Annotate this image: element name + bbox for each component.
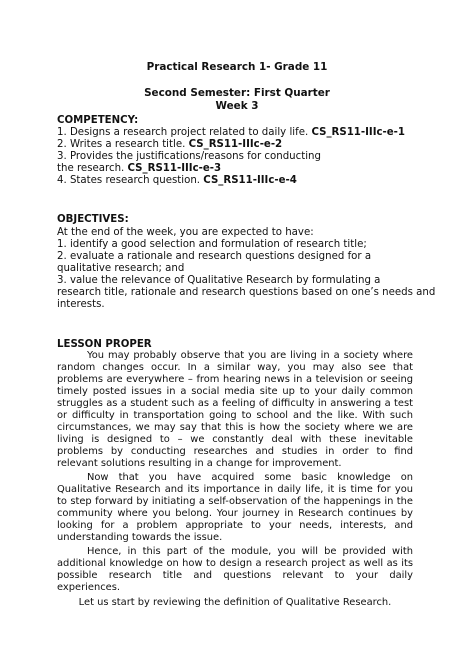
objectives-line: 3. value the relevance of Qualitative Research by formulating a	[57, 275, 381, 286]
lesson-heading: LESSON PROPER	[57, 339, 152, 350]
document-title: Practical Research 1- Grade 11	[146, 61, 328, 73]
competency-code: CS_RS11-IIIc-e-2	[188, 139, 283, 150]
objectives-line: 1. identify a good selection and formulation of research title;	[57, 239, 367, 250]
lesson-paragraph: Hence, in this part of the module, you will be provided with additional knowledge on how to design a research project as well as its possible research title and questions relevant to your daily experiences.	[57, 546, 413, 593]
objectives-line: research title, rationale and research questions based on one’s needs and	[57, 287, 436, 298]
lesson-paragraph: Now that you have acquired some basic knowledge on Qualitative Research and its importance in daily life, it is time for you to step forward by initiating a self-observation of the happenings in the community where you belong. Your journey in Research continues by looking for a problem appropriate to your needs, interests, and understanding towards the issue.	[57, 472, 413, 543]
competency-item: 2. Writes a research title. CS_RS11-IIIc-e-2	[57, 139, 283, 150]
closing-line: Let us start by reviewing the definition of Qualitative Research.	[78, 597, 392, 608]
competency-code: CS_RS11-IIIc-e-1	[311, 127, 405, 138]
semester-label: Second Semester: First Quarter	[144, 87, 330, 99]
competency-item: the research. CS_RS11-IIIc-e-3	[57, 163, 222, 174]
objectives-line: 2. evaluate a rationale and research questions designed for a	[57, 251, 372, 262]
competency-item: 1. Designs a research project related to daily life. CS_RS11-IIIc-e-1	[57, 127, 405, 138]
competency-item: 4. States research question. CS_RS11-IIIc-e-4	[57, 175, 297, 186]
objectives-heading: OBJECTIVES:	[57, 214, 129, 225]
competency-code: CS_RS11-IIIc-e-3	[127, 163, 222, 174]
competency-item: 3. Provides the justifications/reasons for conducting	[57, 151, 321, 162]
competency-heading: COMPETENCY:	[57, 115, 139, 126]
lesson-paragraph: You may probably observe that you are living in a society where random changes occur. In a similar way, you may also see that problems are everywhere – from hearing news in a television or seeing timely posted issues in a social media site up to your daily common struggles as a student such as a feeling of difficulty in answering a test or difficulty in transportation going to school and the like. With such circumstances, we may say that this is how the society where we are living is designed to – we constantly deal with these inevitable problems by conducting researches and studies in order to find relevant solutions resulting in a change for improvement.	[57, 350, 413, 469]
competency-code: CS_RS11-IIIc-e-4	[203, 175, 297, 186]
objectives-line: At the end of the week, you are expected to have:	[57, 227, 314, 238]
week-label: Week 3	[215, 100, 259, 112]
objectives-line: qualitative research; and	[57, 263, 185, 274]
objectives-line: interests.	[57, 299, 105, 310]
